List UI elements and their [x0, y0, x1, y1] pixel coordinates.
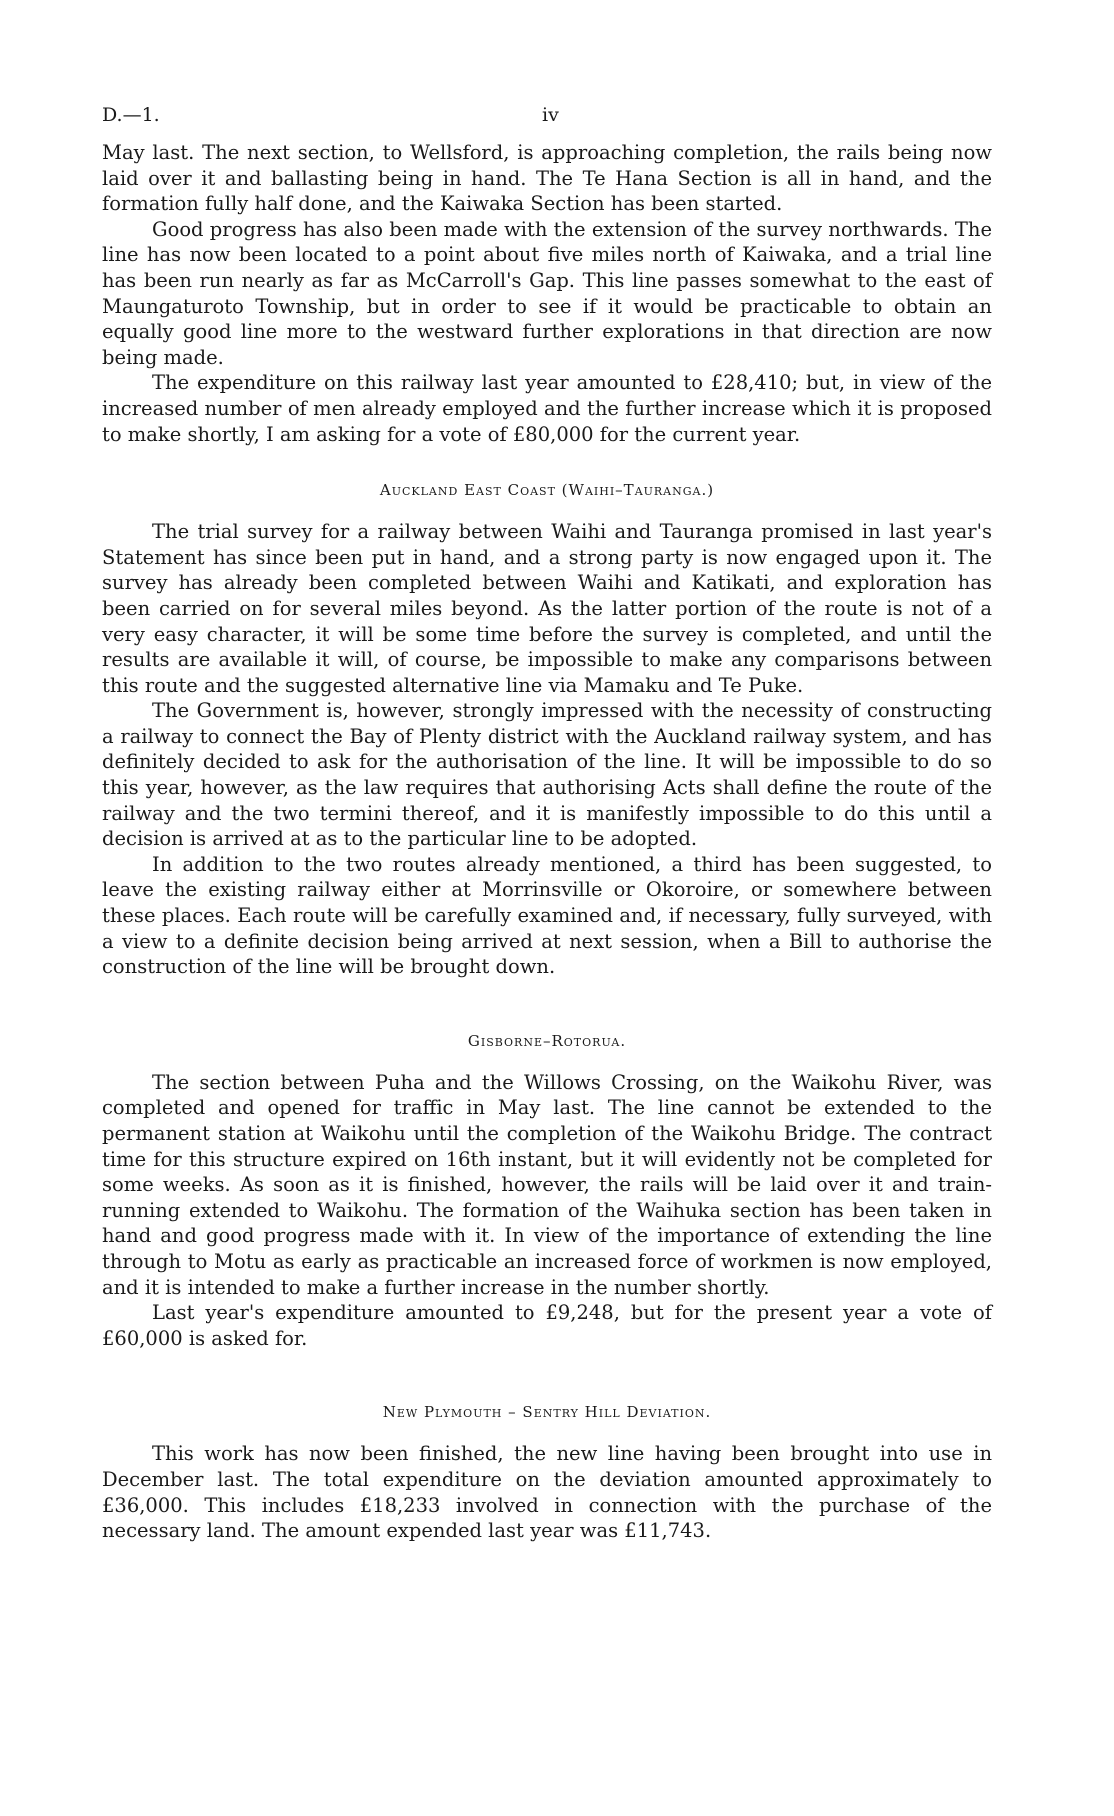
paragraph: The trial survey for a railway between Waihi and Tauranga promised in last year's Statement has since been put in hand, and a strong party is now engaged upon it. The survey has already been completed between Waihi and Katikati, and exploration has been carried on for several miles beyond. As the latter portion of the route is not of a very easy character, it will be some time before the survey is completed, and until the results are available it will, of course, be impossible to make any comparisons between this route and the suggested alternative line via Mamaku and Te Puke. — [102, 520, 992, 697]
document-reference: D.—1. — [102, 104, 160, 126]
section-heading: New Plymouth – Sentry Hill Deviation. — [382, 1403, 712, 1422]
paragraph: This work has now been finished, the new line having been brought into use in December last. The total expenditure on the deviation amounted approximately to £36,000. This includes £18,233 involved in connection with the purchase of the necessary land. The amount expended last year was £11,743. — [102, 1442, 992, 1543]
paragraph: In addition to the two routes already mentioned, a third has been suggested, to leave the existing railway either at Morrinsville or Okoroire, or somewhere between these places. Each route will be carefully examined and, if necessary, fully surveyed, with a view to a definite decision being arrived at next session, when a Bill to authorise the construction of the line will be brought down. — [102, 852, 992, 979]
paragraph: May last. The next section, to Wellsford, is approaching completion, the rails being now laid over it and ballasting being in hand. The Te Hana Section is all in hand, and the formation fully half done, and the Kaiwaka Section has been started. — [102, 141, 992, 216]
document-page — [102, 104, 992, 1544]
paragraph: The Government is, however, strongly impressed with the necessity of constructing a railway to connect the Bay of Plenty district with the Auckland railway system, and has definitely decided to ask for the authorisation of the line. It will be impossible to do so this year, however, as the law requires that authorising Acts shall define the route of the railway and the two termini thereof, and it is manifestly impossible to do this until a decision is arrived at as to the particular line to be adopted. — [102, 699, 992, 851]
section-heading: Gisborne–Rotorua. — [467, 1031, 627, 1050]
section-gisborne-rotorua — [102, 1032, 992, 1352]
paragraph: The section between Puha and the Willows Crossing, on the Waikohu River, was completed and opened for traffic in May last. The line cannot be extended to the permanent station at Waikohu until the completion of the Waikohu Bridge. The contract time for this structure expired on 16th instant, but it will evidently not be completed for some weeks. As soon as it is finished, however, the rails will be laid over it and train-running extended to Waikohu. The formation of the Waihuka section has been taken in hand and good progress made with it. In view of the importance of extending the line through to Motu as early as practicable an increased force of workmen is now employed, and it is intended to make a further increase in the number shortly. — [102, 1070, 992, 1299]
paragraph: Last year's expenditure amounted to £9,248, but for the present year a vote of £60,000 is asked for. — [102, 1301, 992, 1350]
section-auckland-east-coast — [102, 481, 992, 980]
intro-section — [102, 140, 992, 447]
section-heading: Auckland East Coast (Waihi–Tauranga.) — [379, 481, 715, 500]
page-header — [102, 104, 992, 140]
paragraph: The expenditure on this railway last year amounted to £28,410; but, in view of the increased number of men already employed and the further increase which it is proposed to make shortly, I am asking for a vote of £80,000 for the current year. — [102, 371, 992, 446]
paragraph: Good progress has also been made with the extension of the survey northwards. The line has now been located to a point about five miles north of Kaiwaka, and a trial line has been run nearly as far as McCarroll's Gap. This line passes somewhat to the east of Maungaturoto Township, but in order to see if it would be practicable to obtain an equally good line more to the westward further explorations in that direction are now being made. — [102, 217, 992, 369]
page-number: iv — [542, 104, 559, 126]
section-new-plymouth — [102, 1403, 992, 1543]
